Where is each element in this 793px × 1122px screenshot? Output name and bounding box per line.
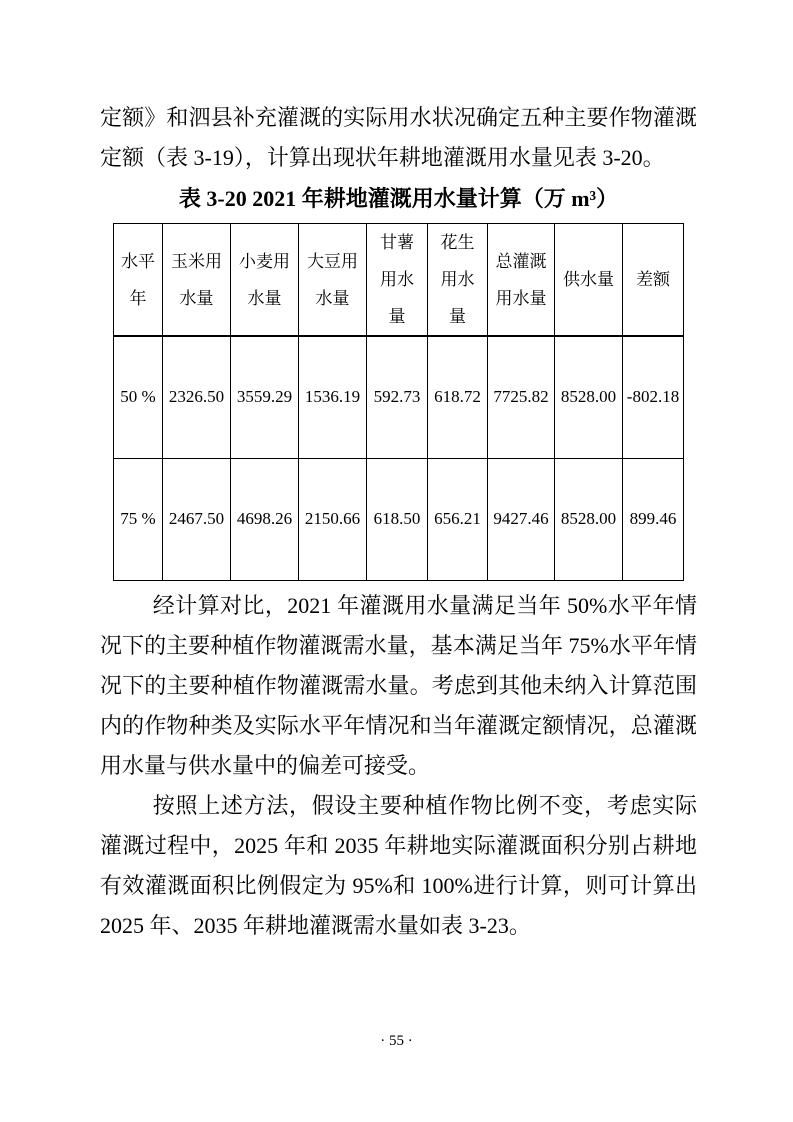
comparison-paragraph: 经计算对比，2021 年灌溉用水量满足当年 50%水平年情况下的主要种植作物灌溉需水量，基本满足当年 75%水平年情况下的主要种植作物灌溉需水量。考虑到其他未纳入计算范围内的作物种类及实际水平年情况和当年灌溉定额情况，总灌溉用水量与供水量中的偏差可接受。 (100, 592, 697, 778)
table-cell: 8528.00 (555, 336, 623, 458)
header-text-line: 差额 (636, 270, 670, 289)
header-text-line: 小麦用 (239, 251, 290, 271)
method-paragraph: 按照上述方法，假设主要种植作物比例不变，考虑实际灌溉过程中，2025 年和 2035 年耕地实际灌溉面积分别占耕地有效灌溉面积比例假定为 95%和 100%进行计算，则可计算出 2025 年、2035 年耕地灌溉需水量如表 3-23。 (100, 792, 697, 938)
table-cell: 592.73 (367, 336, 428, 458)
table-header-row (114, 224, 684, 337)
header-text-line: 年 (129, 288, 147, 308)
header-text-line: 总灌溉 (495, 251, 547, 271)
table-row-50-percent (114, 336, 684, 458)
column-header-total-irrigation (488, 224, 555, 337)
column-header-difference (623, 224, 684, 337)
table-cell: 1536.19 (299, 336, 367, 458)
header-text-line: 水量 (315, 288, 350, 308)
table-cell: 4698.26 (231, 458, 299, 580)
header-text-line: 玉米用 (171, 251, 222, 271)
table-cell: 656.21 (428, 458, 488, 580)
header-text-line: 用水量 (495, 288, 547, 308)
table-cell: 7725.82 (488, 336, 555, 458)
header-text-line: 水量 (179, 288, 214, 308)
intro-paragraph: 定额》和泗县补充灌溉的实际用水状况确定五种主要作物灌溉定额（表 3-19），计算出现状年耕地灌溉用水量见表 3-20。 (100, 105, 697, 170)
column-header-corn (163, 224, 231, 337)
table-cell: 2467.50 (163, 458, 231, 580)
table-cell: 3559.29 (231, 336, 299, 458)
column-header-peanut (428, 224, 488, 337)
table-caption: 表 3-20 2021 年耕地灌溉用水量计算（万 m³） (178, 186, 619, 211)
table-row-75-percent (114, 458, 684, 580)
table-cell: 618.72 (428, 336, 488, 458)
column-header-level-year (114, 224, 163, 337)
table-cell: 618.50 (367, 458, 428, 580)
header-text-line: 水平 (121, 251, 155, 271)
page-number: · 55 · (380, 1033, 413, 1049)
header-text-line: 量 (449, 307, 466, 326)
header-text-line: 花生 (440, 233, 475, 252)
table-cell: 8528.00 (555, 458, 623, 580)
column-header-soybean (299, 224, 367, 337)
header-text-line: 量 (388, 307, 406, 326)
header-text-line: 甘薯 (380, 233, 414, 252)
table-cell: 2326.50 (163, 336, 231, 458)
table-cell: 75 % (114, 458, 163, 580)
header-text-line: 水量 (247, 288, 282, 308)
table-cell: 9427.46 (488, 458, 555, 580)
header-text-line: 用水 (380, 270, 414, 289)
header-text-line: 大豆用 (307, 251, 358, 271)
table-cell: 50 % (114, 336, 163, 458)
table-cell: 899.46 (623, 458, 684, 580)
column-header-water-supply (555, 224, 623, 337)
header-text-line: 供水量 (563, 270, 614, 289)
irrigation-water-table (113, 223, 684, 581)
table-cell: -802.18 (623, 336, 684, 458)
column-header-sweet-potato (367, 224, 428, 337)
header-text-line: 用水 (440, 270, 475, 289)
table-cell: 2150.66 (299, 458, 367, 580)
column-header-wheat (231, 224, 299, 337)
